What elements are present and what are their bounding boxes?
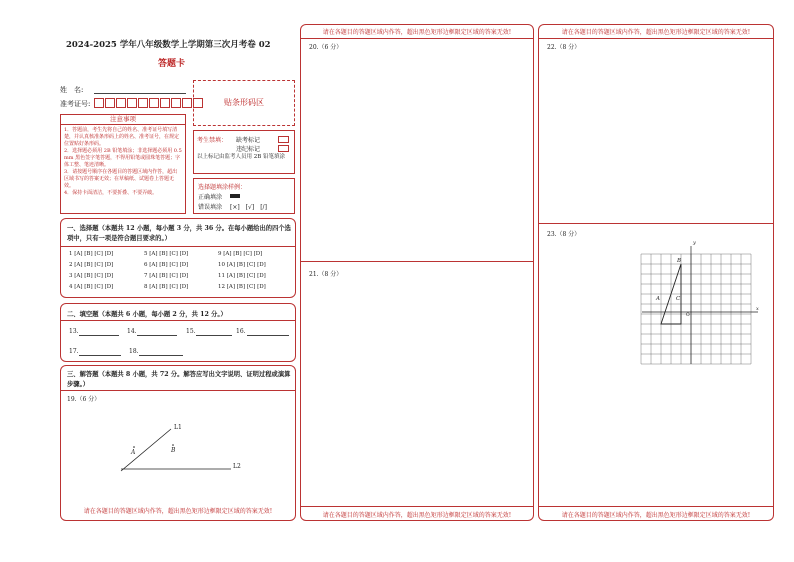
notice-box bbox=[60, 114, 186, 214]
middle-box bbox=[300, 24, 534, 521]
wrong-fill-label: 错误填涂 bbox=[198, 204, 223, 211]
violation-label: 违纪标记 bbox=[236, 146, 261, 153]
section1-box bbox=[60, 218, 296, 298]
grid-b-label: B bbox=[677, 258, 682, 264]
q15-label: 15. bbox=[186, 328, 196, 335]
warning-right-top: 请在各题目的答题区域内作答，超出黑色矩形边框限定区域的答案无效! bbox=[561, 29, 751, 36]
q13-blank[interactable] bbox=[79, 335, 119, 336]
mc-q8[interactable]: 8 [A] [B] [C] [D] bbox=[144, 284, 189, 290]
id-label: 准考证号: bbox=[60, 100, 91, 108]
mc-q9[interactable]: 9 [A] [B] [C] [D] bbox=[218, 251, 263, 257]
grid-c-label: C bbox=[676, 296, 681, 302]
point-a bbox=[133, 446, 135, 448]
mc-q10[interactable]: 10 [A] [B] [C] [D] bbox=[218, 262, 266, 268]
warning-mid-top: 请在各题目的答题区域内作答，超出黑色矩形边框限定区域的答案无效! bbox=[322, 29, 512, 36]
exam-status-label: 考生禁填： bbox=[197, 137, 228, 144]
q16-blank[interactable] bbox=[247, 335, 289, 336]
notice-title: 注意事项 bbox=[61, 115, 185, 125]
answer-card-label: 答题卡 bbox=[158, 59, 186, 69]
mc-q2[interactable]: 2 [A] [B] [C] [D] bbox=[69, 262, 114, 268]
section2-box bbox=[60, 303, 296, 362]
grid-x-label: x bbox=[756, 306, 759, 312]
notice-item: 1．答题前，考生先将自己的姓名、准考证号填写清楚，并认真核准条形码上的姓名、准考证号，在规定位置贴好条形码。 bbox=[64, 127, 180, 147]
barcode-label: 贴条形码区 bbox=[224, 98, 264, 107]
q22-label: 22.（8 分） bbox=[547, 44, 581, 51]
q17-blank[interactable] bbox=[79, 355, 121, 356]
q17-label: 17. bbox=[69, 348, 79, 355]
mc-q11[interactable]: 11 [A] [B] [C] [D] bbox=[218, 273, 266, 279]
name-field[interactable] bbox=[94, 93, 186, 94]
mc-q1[interactable]: 1 [A] [B] [C] [D] bbox=[69, 251, 114, 257]
fill-example-box bbox=[193, 178, 295, 214]
fill-example-title: 选择题填涂样例： bbox=[198, 184, 247, 191]
section3-box bbox=[60, 365, 296, 521]
missing-checkbox[interactable] bbox=[278, 136, 289, 143]
mc-q7[interactable]: 7 [A] [B] [C] [D] bbox=[144, 273, 189, 279]
barcode-area bbox=[193, 80, 295, 126]
l2-label: L2 bbox=[233, 463, 241, 470]
mc-q3[interactable]: 3 [A] [B] [C] [D] bbox=[69, 273, 114, 279]
point-b bbox=[172, 444, 174, 446]
q21-label: 21.（8 分） bbox=[309, 271, 343, 278]
q14-label: 14. bbox=[127, 328, 137, 335]
coordinate-grid bbox=[636, 244, 764, 368]
q18-blank[interactable] bbox=[139, 355, 183, 356]
mc-q4[interactable]: 4 [A] [B] [C] [D] bbox=[69, 284, 114, 290]
b-label: B bbox=[171, 447, 176, 454]
missing-label: 缺考标记 bbox=[236, 137, 261, 144]
mc-q12[interactable]: 12 [A] [B] [C] [D] bbox=[218, 284, 266, 290]
q20-label: 20.（6 分） bbox=[309, 44, 343, 51]
section1-title: 一、选择题（本题共 12 小题，每小题 3 分，共 36 分。在每小题给出的四个选项中，只有一项是符合题目要求的。） bbox=[67, 225, 291, 242]
q23-label: 23.（8 分） bbox=[547, 231, 581, 238]
q13-label: 13. bbox=[69, 328, 79, 335]
exam-title: 2024-2025 学年八年级数学上学期第三次月考卷 02 bbox=[66, 40, 271, 50]
id-boxes[interactable] bbox=[94, 98, 203, 107]
notice-item: 3．请按题号顺序在各题目的答题区域内作答，超出区域书写的答案无效；在草稿纸、试题卷上答题无效。 bbox=[64, 169, 178, 189]
l1-label: L1 bbox=[174, 424, 182, 431]
exam-status-box bbox=[193, 130, 295, 174]
violation-checkbox[interactable] bbox=[278, 145, 289, 152]
a-label: A bbox=[131, 449, 136, 456]
notice-item: 2．选择题必须用 2B 铅笔填涂；非选择题必须用 0.5 mm 黑色签字笔答题，不得用铅笔或圆珠笔答题；字体工整、笔迹清晰。 bbox=[64, 148, 182, 168]
q14-blank[interactable] bbox=[137, 335, 177, 336]
section2-title: 二、填空题（本题共 6 小题，每小题 2 分，共 12 分。） bbox=[67, 311, 227, 318]
mc-q6[interactable]: 6 [A] [B] [C] [D] bbox=[144, 262, 189, 268]
q16-label: 16. bbox=[236, 328, 246, 335]
status-note: 以上标记由监考人员用 2B 铅笔填涂 bbox=[197, 154, 286, 160]
correct-fill-sample bbox=[230, 194, 240, 198]
grid-origin-label: O bbox=[686, 313, 690, 318]
section3-title: 三、解答题（本题共 8 小题，共 72 分。解答应写出文字说明、证明过程或演算步骤。） bbox=[67, 371, 291, 388]
grid-y-label: y bbox=[693, 240, 696, 246]
name-label: 姓 名: bbox=[60, 86, 84, 94]
q18-label: 18. bbox=[129, 348, 139, 355]
grid-a-label: A bbox=[656, 296, 660, 302]
mc-q5[interactable]: 5 [A] [B] [C] [D] bbox=[144, 251, 189, 257]
correct-fill-label: 正确填涂 bbox=[198, 194, 223, 201]
warning-right-bottom: 请在各题目的答题区域内作答，超出黑色矩形边框限定区域的答案无效! bbox=[561, 512, 751, 519]
notice-item: 4．保持卡面清洁，不要折叠、不要弄破。 bbox=[64, 190, 158, 196]
q19-label: 19.（6 分） bbox=[67, 396, 101, 403]
q15-blank[interactable] bbox=[196, 335, 232, 336]
warning-mid-bottom: 请在各题目的答题区域内作答，超出黑色矩形边框限定区域的答案无效! bbox=[322, 512, 512, 519]
wrong-fill-marks: [×] [√] [/] bbox=[230, 204, 267, 211]
warning-left: 请在各题目的答题区域内作答，超出黑色矩形边框限定区域的答案无效! bbox=[83, 508, 273, 515]
